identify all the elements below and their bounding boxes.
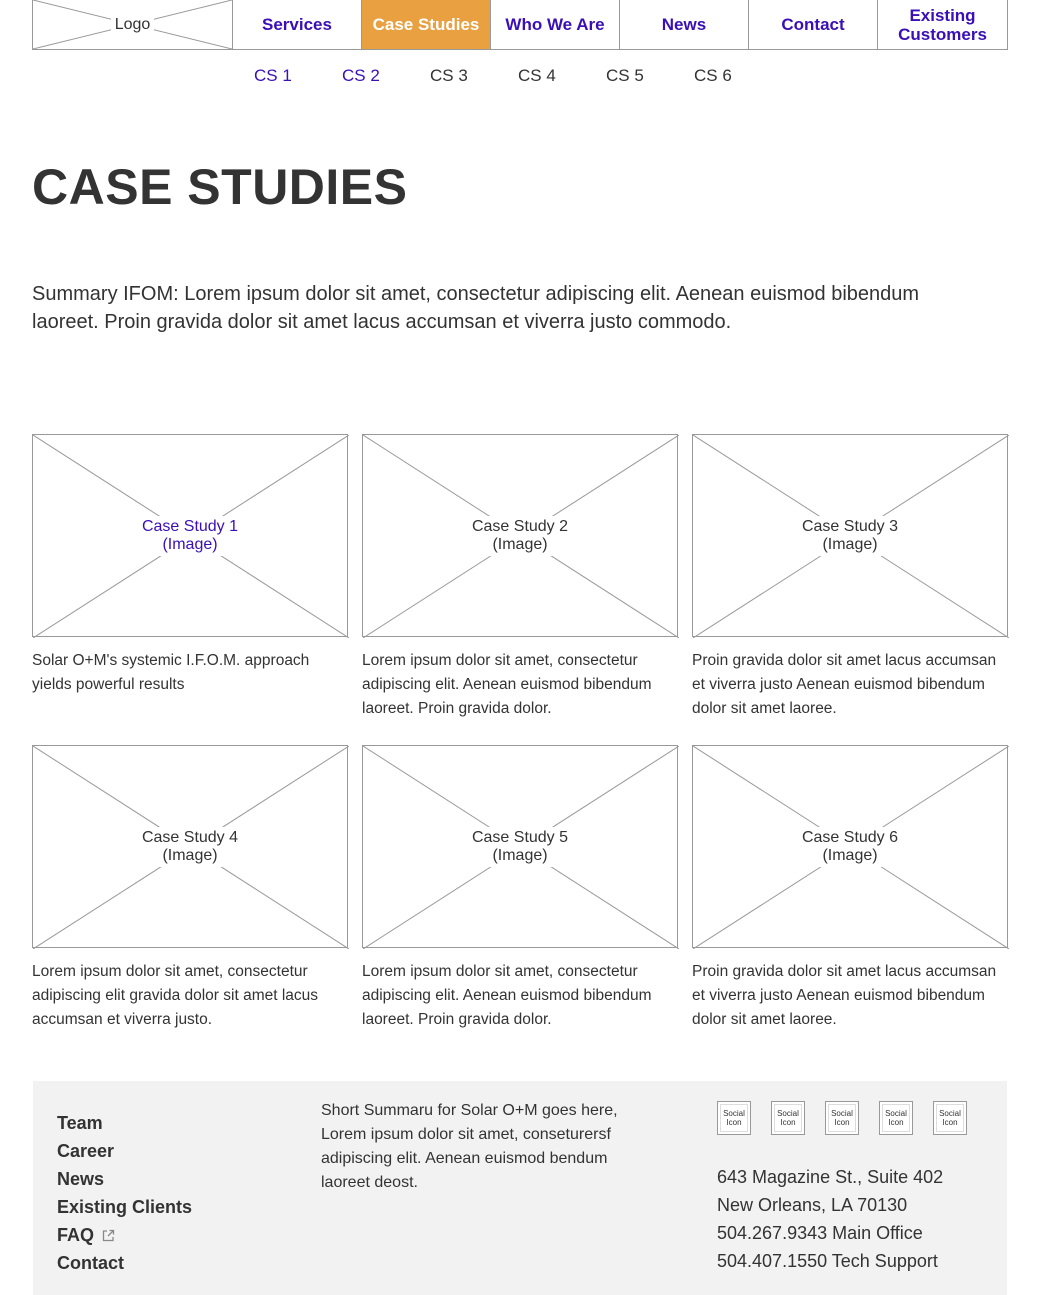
case-study-image-6[interactable] xyxy=(692,745,1008,948)
nav-case-studies[interactable]: Case Studies xyxy=(362,0,491,49)
address-city: New Orleans, LA 70130 xyxy=(717,1195,908,1215)
case-study-card-3 xyxy=(692,434,1008,721)
case-study-description: Lorem ipsum dolor sit amet, consectetur adipiscing elit. Aenean euismod bibendum laoreet. Proin gravida dolor. xyxy=(362,963,652,1028)
phone-main-office[interactable]: 504.267.9343 Main Office xyxy=(717,1223,923,1243)
case-study-card-5 xyxy=(362,745,678,1032)
page-summary: Summary IFOM: Lorem ipsum dolor sit amet, consectetur adipiscing elit. Aenean euismod bibendum laoreet. Proin gravida dolor sit amet lacus accumsan et viverra justo commodo. xyxy=(32,283,920,333)
footer-link-faq[interactable]: FAQ xyxy=(57,1221,192,1249)
logo[interactable] xyxy=(33,0,233,49)
case-study-card-6 xyxy=(692,745,1008,1032)
case-study-image-5[interactable] xyxy=(362,745,678,948)
nav-news[interactable]: News xyxy=(620,0,749,49)
case-study-card-1 xyxy=(32,434,348,697)
case-study-image-1[interactable] xyxy=(32,434,348,637)
footer-link-contact[interactable]: Contact xyxy=(57,1253,124,1273)
subnav-cs2[interactable]: CS 2 xyxy=(342,66,380,85)
top-navigation xyxy=(32,0,1008,50)
address-street: 643 Magazine St., Suite 402 xyxy=(717,1167,944,1187)
social-icon[interactable]: Social Icon xyxy=(771,1101,805,1135)
subnav-cs5[interactable]: CS 5 xyxy=(606,66,644,85)
case-study-card-2 xyxy=(362,434,678,721)
footer xyxy=(33,1081,1007,1295)
nav-services[interactable]: Services xyxy=(233,0,362,49)
external-link-icon xyxy=(102,1229,115,1242)
case-study-image-3[interactable] xyxy=(692,434,1008,637)
footer-link-team[interactable]: Team xyxy=(57,1113,103,1133)
case-study-subnav xyxy=(248,66,776,86)
social-icon[interactable]: Social Icon xyxy=(933,1101,967,1135)
subnav-cs3[interactable]: CS 3 xyxy=(430,66,468,85)
subnav-cs6[interactable]: CS 6 xyxy=(694,66,732,85)
case-study-image-2[interactable] xyxy=(362,434,678,637)
social-icon[interactable]: Social Icon xyxy=(717,1101,751,1135)
phone-tech-support[interactable]: 504.407.1550 Tech Support xyxy=(717,1251,938,1271)
footer-summary: Short Summaru for Solar O+M goes here, Lorem ipsum dolor sit amet, conseturersf adipiscing elit. Aenean euismod bendum laoreet deost. xyxy=(321,1102,618,1191)
social-icon[interactable]: Social Icon xyxy=(825,1101,859,1135)
case-study-description: Proin gravida dolor sit amet lacus accumsan et viverra justo Aenean euismod bibendum dolor sit amet laoree. xyxy=(692,963,997,1028)
footer-links xyxy=(57,1109,192,1277)
footer-link-career[interactable]: Career xyxy=(57,1141,115,1161)
social-icon[interactable]: Social Icon xyxy=(879,1101,913,1135)
footer-link-news[interactable]: News xyxy=(57,1169,105,1189)
social-icons xyxy=(717,1101,987,1135)
case-study-image-4[interactable] xyxy=(32,745,348,948)
footer-link-existing-clients[interactable]: Existing Clients xyxy=(57,1197,193,1217)
case-study-description: Proin gravida dolor sit amet lacus accumsan et viverra justo Aenean euismod bibendum dolor sit amet laoree. xyxy=(692,652,997,717)
case-study-card-4 xyxy=(32,745,348,1032)
case-study-description: Solar O+M's systemic I.F.O.M. approach yields powerful results xyxy=(32,652,310,693)
case-study-label: Case Study 6 (Image) xyxy=(798,827,902,867)
case-study-description: Lorem ipsum dolor sit amet, consectetur adipiscing elit. Aenean euismod bibendum laoreet. Proin gravida dolor. xyxy=(362,652,652,717)
page-title: CASE STUDIES xyxy=(32,159,408,215)
nav-existing-customers[interactable]: Existing Customers xyxy=(898,5,987,44)
logo-label: Logo xyxy=(111,16,155,34)
subnav-cs4[interactable]: CS 4 xyxy=(518,66,556,85)
case-study-label: Case Study 3 (Image) xyxy=(798,516,902,556)
footer-address xyxy=(717,1163,943,1275)
case-study-label: Case Study 5 (Image) xyxy=(468,827,572,867)
case-study-label: Case Study 2 (Image) xyxy=(468,516,572,556)
nav-contact[interactable]: Contact xyxy=(749,0,878,49)
case-study-label: Case Study 4 (Image) xyxy=(138,827,242,867)
nav-who-we-are[interactable]: Who We Are xyxy=(491,0,620,49)
subnav-cs1[interactable]: CS 1 xyxy=(254,66,292,85)
case-study-label: Case Study 1 (Image) xyxy=(138,516,242,556)
case-study-description: Lorem ipsum dolor sit amet, consectetur adipiscing elit gravida dolor sit amet lacus accumsan et viverra justo. xyxy=(32,963,319,1028)
